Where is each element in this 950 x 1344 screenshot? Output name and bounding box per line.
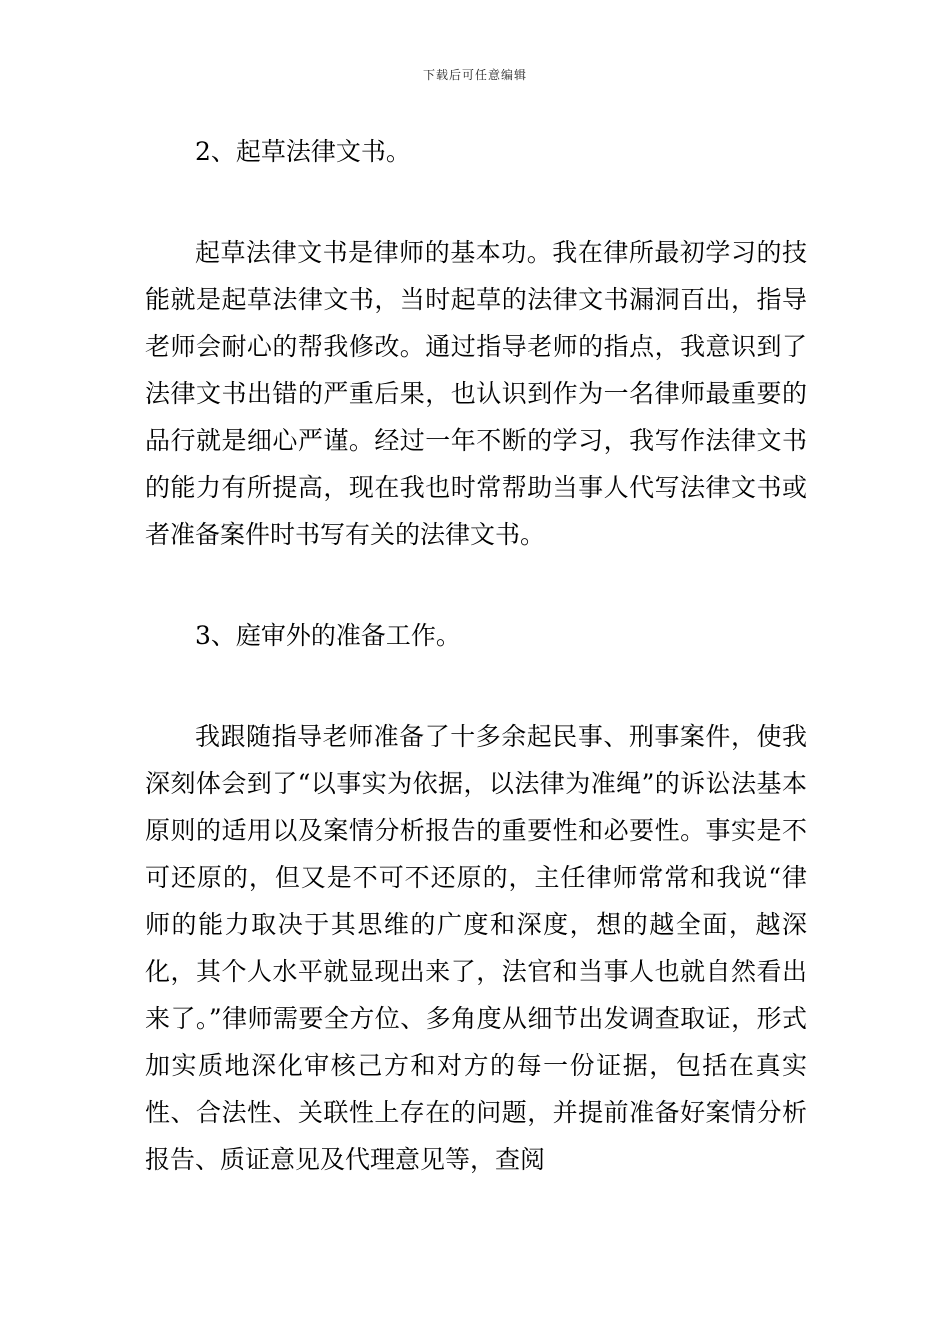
section-2-heading: 2、起草法律文书。 xyxy=(195,137,411,166)
section-3-paragraph: 我跟随指导老师准备了十多余起民事、刑事案件，使我深刻体会到了“以事实为依据，以法律为准绳”的诉讼法基本原则的适用以及案情分析报告的重要性和必要性。事实是不可还原的，但又是不可不还原的，主任律师常常和我说“律师的能力取决于其思维的广度和深度，想的越全面，越深化，其个人水平就显现出来了，法官和当事人也就自然看出来了。”律师需要全方位、多角度从细节出发调查取证，形式加实质地深化审核己方和对方的每一份证据，包括在真实性、合法性、关联性上存在的问题，并提前准备好案情分析报告、质证意见及代理意见等，查阅 xyxy=(145,722,807,1174)
document-body xyxy=(145,128,807,1183)
section-3-heading: 3、庭审外的准备工作。 xyxy=(195,621,461,650)
page-header-note: 下载后可任意编辑 xyxy=(422,68,527,82)
section-2-paragraph: 起草法律文书是律师的基本功。我在律所最初学习的技能就是起草法律文书，当时起草的法律文书漏洞百出，指导老师会耐心的帮我修改。通过指导老师的指点，我意识到了法律文书出错的严重后果，也认识到作为一名律师最重要的品行就是细心严谨。经过一年不断的学习，我写作法律文书的能力有所提高，现在我也时常帮助当事人代写法律文书或者准备案件时书写有关的法律文书。 xyxy=(145,238,807,549)
